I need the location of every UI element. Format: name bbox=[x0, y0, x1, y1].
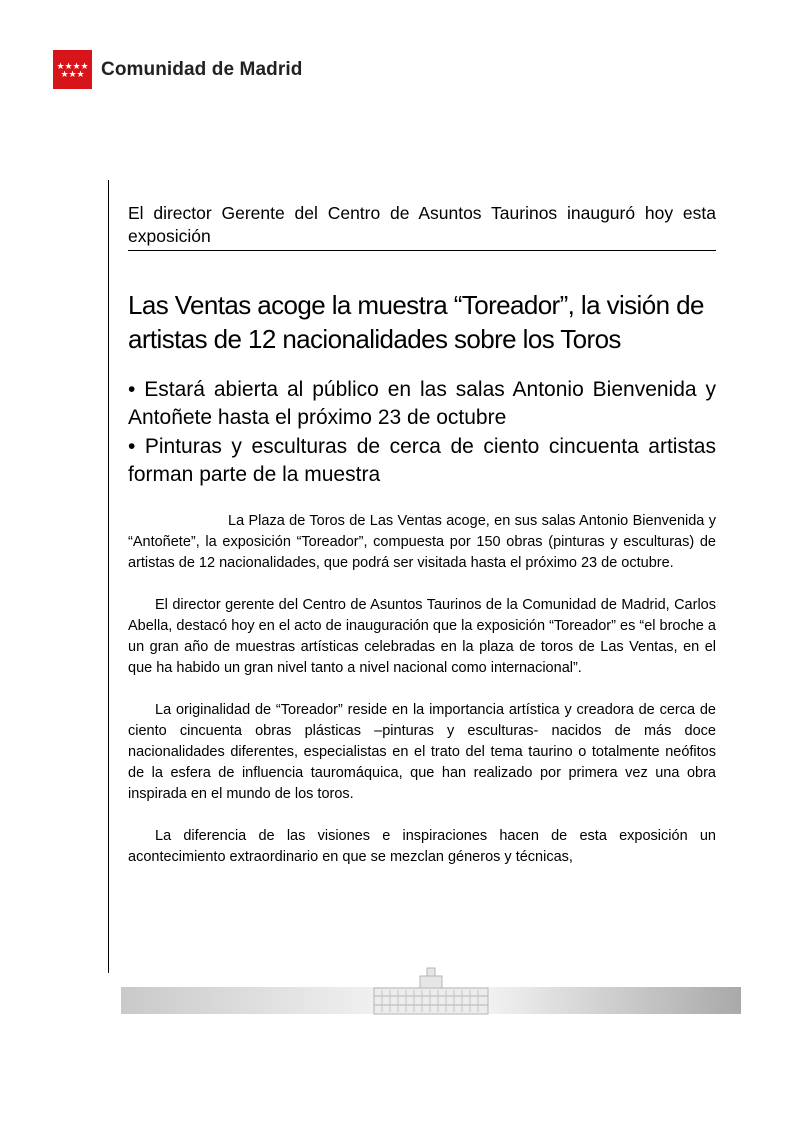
comunidad-de-madrid-logo bbox=[53, 50, 302, 89]
building-icon bbox=[372, 966, 490, 1016]
body-paragraph: La Plaza de Toros de Las Ventas acoge, en sus salas Antonio Bienvenida y “Antoñete”, la exposición “Toreador”, compuesta por 150 obras (pinturas y esculturas) de artistas de 12 nacionalidades, que podrá ser visitada hasta el próximo 23 de octubre. bbox=[128, 513, 716, 571]
kicker: El director Gerente del Centro de Asuntos Taurinos inauguró hoy esta exposición bbox=[128, 202, 716, 251]
body-paragraph: La diferencia de las visiones e inspiraciones hacen de esta exposición un acontecimiento extraordinario en que se mezclan géneros y técnicas, bbox=[128, 828, 716, 865]
body-paragraph: La originalidad de “Toreador” reside en la importancia artística y creadora de cerca de ciento cincuenta obras plásticas –pinturas y esculturas- nacidos de más doce nacionalidades diferentes, especialistas en el trato del tema taurino o totalmente neófitos de la esfera de influencia tauromáquica, que han realizado por primera vez una obra inspirada en el mundo de los toros. bbox=[128, 702, 716, 802]
left-margin-rule bbox=[108, 180, 109, 973]
logo-text: Comunidad de Madrid bbox=[101, 58, 303, 80]
body-paragraph: El director gerente del Centro de Asuntos Taurinos de la Comunidad de Madrid, Carlos Abella, destacó hoy en el acto de inauguración que la exposición “Toreador” es “el broche a un gran año de muestras artísticas celebradas en la plaza de toros de Las Ventas, en el que ha habido un gran nivel tanto a nivel nacional como internacional”. bbox=[128, 597, 716, 676]
summary-bullet: • Estará abierta al público en las salas Antonio Bienvenida y Antoñete hasta el próximo 23 de octubre bbox=[128, 378, 716, 429]
madrid-stars-icon: ★ ★ ★ ★ ★ ★ ★ bbox=[53, 50, 92, 89]
summary-bullet: • Pinturas y esculturas de cerca de ciento cincuenta artistas forman parte de la muestra bbox=[128, 435, 716, 486]
article-body bbox=[128, 511, 716, 889]
headline: Las Ventas acoge la muestra “Toreador”, la visión de artistas de 12 nacionalidades sobre los Toros bbox=[128, 290, 704, 354]
summary-bullets bbox=[128, 376, 716, 490]
